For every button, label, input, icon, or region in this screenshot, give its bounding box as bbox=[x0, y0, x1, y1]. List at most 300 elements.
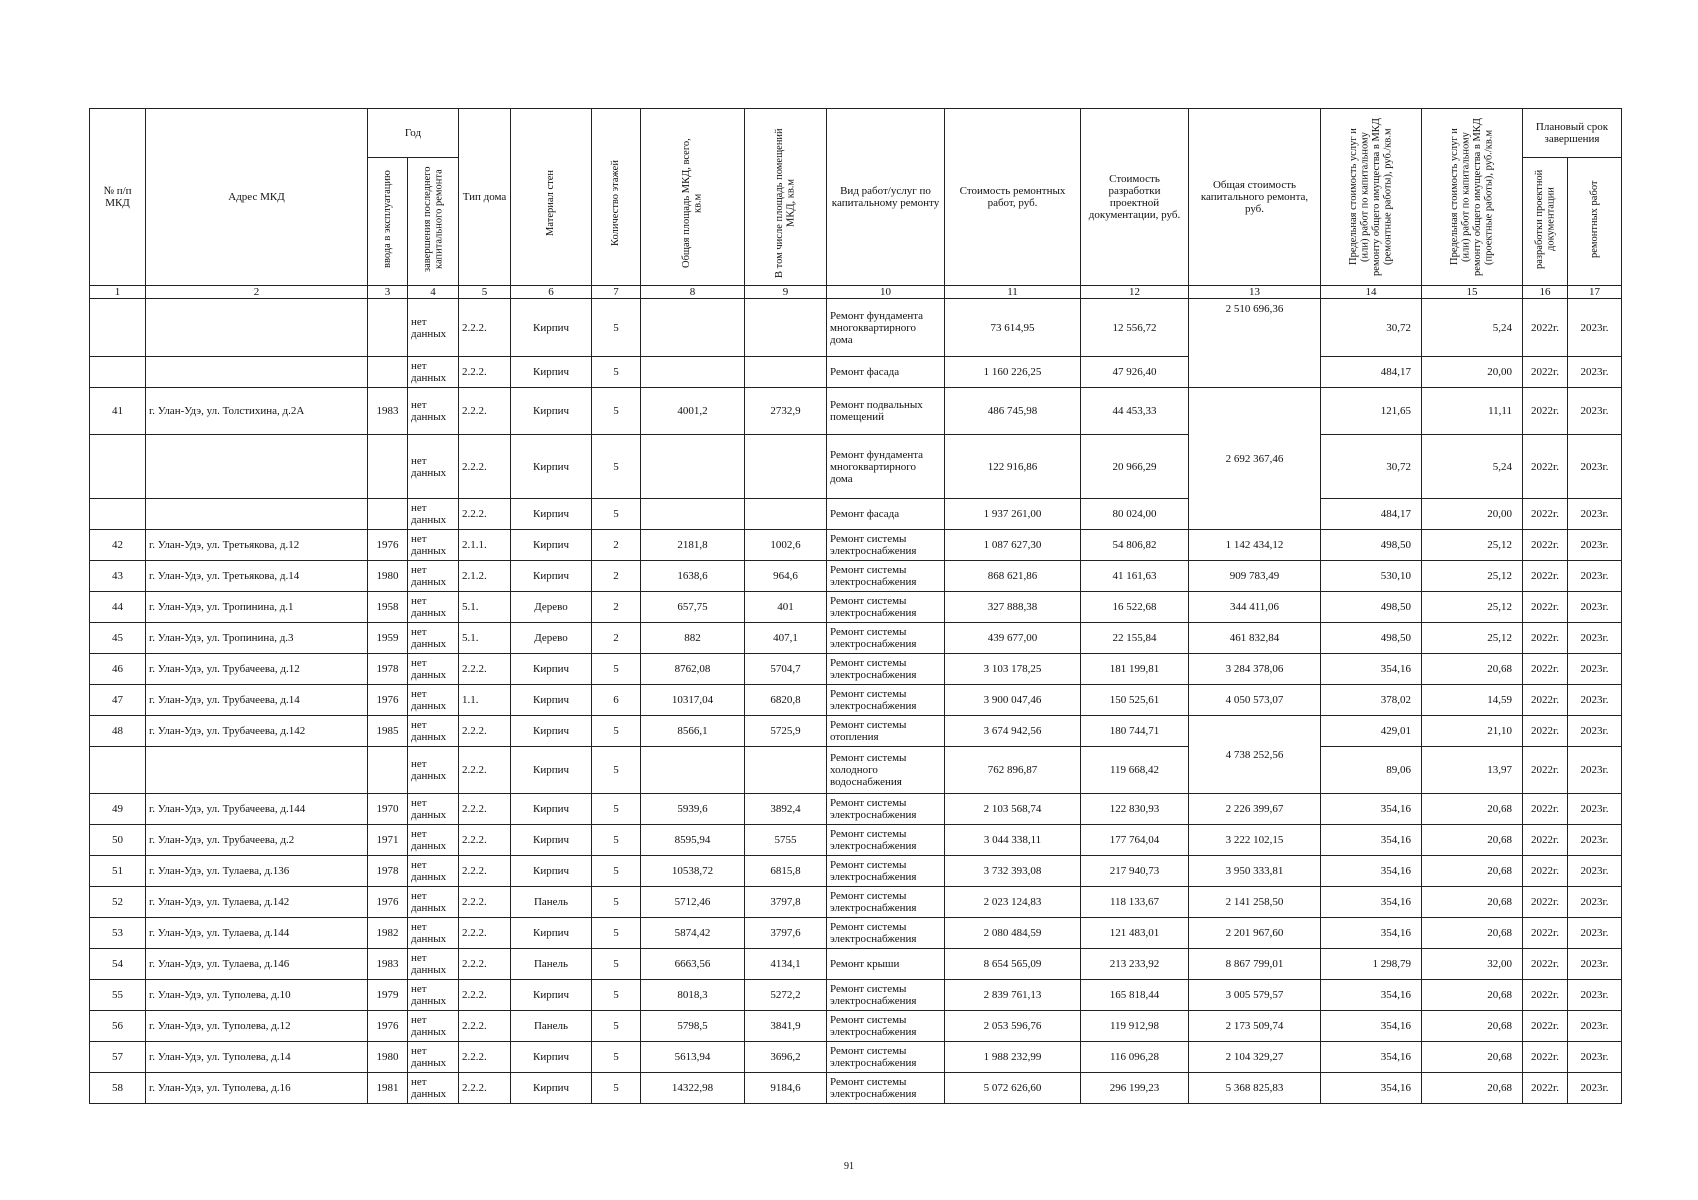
year-commissioned-cell: 1971 bbox=[368, 825, 408, 856]
limit-work-cell: 354,16 bbox=[1321, 1073, 1422, 1104]
row-number-cell: 54 bbox=[90, 949, 146, 980]
plan-design-year-cell: 2022г. bbox=[1523, 716, 1568, 747]
repair-cost-cell: 2 023 124,83 bbox=[945, 887, 1081, 918]
year-commissioned-cell: 1970 bbox=[368, 794, 408, 825]
repair-cost-cell: 8 654 565,09 bbox=[945, 949, 1081, 980]
total-area-cell: 10317,04 bbox=[641, 685, 745, 716]
house-type-cell: 2.2.2. bbox=[459, 825, 511, 856]
address-cell: г. Улан-Удэ, ул. Тулаева, д.144 bbox=[146, 918, 368, 949]
plan-work-year-cell: 2023г. bbox=[1568, 1011, 1622, 1042]
floors-cell: 5 bbox=[592, 1011, 641, 1042]
address-cell: г. Улан-Удэ, ул. Туполева, д.10 bbox=[146, 980, 368, 1011]
house-type-cell: 2.2.2. bbox=[459, 887, 511, 918]
design-cost-cell: 12 556,72 bbox=[1081, 299, 1189, 357]
limit-work-cell: 354,16 bbox=[1321, 794, 1422, 825]
total-area-cell bbox=[641, 747, 745, 794]
plan-design-year-cell: 2022г. bbox=[1523, 747, 1568, 794]
year-last-repair-cell: нет данных bbox=[408, 1073, 459, 1104]
year-commissioned-cell: 1979 bbox=[368, 980, 408, 1011]
total-area-cell bbox=[641, 357, 745, 388]
work-type-cell: Ремонт фасада bbox=[827, 499, 945, 530]
repair-cost-cell: 1 087 627,30 bbox=[945, 530, 1081, 561]
floors-cell: 5 bbox=[592, 1073, 641, 1104]
address-cell: г. Улан-Удэ, ул. Тулаева, д.146 bbox=[146, 949, 368, 980]
year-last-repair-cell: нет данных bbox=[408, 388, 459, 435]
year-commissioned-cell: 1980 bbox=[368, 1042, 408, 1073]
limit-work-cell: 484,17 bbox=[1321, 357, 1422, 388]
plan-design-year-cell: 2022г. bbox=[1523, 530, 1568, 561]
plan-work-year-cell: 2023г. bbox=[1568, 918, 1622, 949]
wall-material-cell: Кирпич bbox=[511, 499, 592, 530]
limit-work-cell: 498,50 bbox=[1321, 530, 1422, 561]
limit-design-cell: 20,68 bbox=[1422, 1011, 1523, 1042]
repair-cost-cell: 1 160 226,25 bbox=[945, 357, 1081, 388]
limit-work-cell: 30,72 bbox=[1321, 299, 1422, 357]
total-area-cell bbox=[641, 499, 745, 530]
header-address: Адрес МКД bbox=[146, 109, 368, 286]
floors-cell: 5 bbox=[592, 299, 641, 357]
work-type-cell: Ремонт системы электроснабжения bbox=[827, 918, 945, 949]
limit-work-cell: 354,16 bbox=[1321, 856, 1422, 887]
house-type-cell: 2.2.2. bbox=[459, 716, 511, 747]
floors-cell: 5 bbox=[592, 1042, 641, 1073]
table-row bbox=[90, 654, 1622, 685]
house-type-cell: 5.1. bbox=[459, 592, 511, 623]
limit-work-cell: 30,72 bbox=[1321, 435, 1422, 499]
floors-cell: 5 bbox=[592, 435, 641, 499]
limit-design-cell: 20,68 bbox=[1422, 1073, 1523, 1104]
plan-work-year-cell: 2023г. bbox=[1568, 1073, 1622, 1104]
row-number-cell: 58 bbox=[90, 1073, 146, 1104]
work-type-cell: Ремонт фасада bbox=[827, 357, 945, 388]
plan-work-year-cell: 2023г. bbox=[1568, 716, 1622, 747]
work-type-cell: Ремонт системы холодного водоснабжения bbox=[827, 747, 945, 794]
plan-work-year-cell: 2023г. bbox=[1568, 887, 1622, 918]
table-row bbox=[90, 435, 1622, 499]
header-rooms-area: В том числе площадь помещений МКД, кв.м bbox=[745, 109, 827, 286]
limit-design-cell: 20,68 bbox=[1422, 654, 1523, 685]
table-row bbox=[90, 1011, 1622, 1042]
repair-cost-cell: 3 044 338,11 bbox=[945, 825, 1081, 856]
floors-cell: 2 bbox=[592, 592, 641, 623]
year-last-repair-cell: нет данных bbox=[408, 980, 459, 1011]
rooms-area-cell bbox=[745, 299, 827, 357]
wall-material-cell: Кирпич bbox=[511, 794, 592, 825]
address-cell: г. Улан-Удэ, ул. Тропинина, д.1 bbox=[146, 592, 368, 623]
year-last-repair-cell: нет данных bbox=[408, 825, 459, 856]
rooms-area-cell bbox=[745, 747, 827, 794]
wall-material-cell: Кирпич bbox=[511, 856, 592, 887]
work-type-cell: Ремонт системы электроснабжения bbox=[827, 887, 945, 918]
work-type-cell: Ремонт системы электроснабжения bbox=[827, 530, 945, 561]
limit-work-cell: 354,16 bbox=[1321, 887, 1422, 918]
total-cost-cell: 2 226 399,67 bbox=[1189, 794, 1321, 825]
column-number-cell: 15 bbox=[1422, 286, 1523, 299]
floors-cell: 5 bbox=[592, 825, 641, 856]
address-cell bbox=[146, 435, 368, 499]
house-type-cell: 2.2.2. bbox=[459, 980, 511, 1011]
table-row bbox=[90, 299, 1622, 357]
limit-work-cell: 354,16 bbox=[1321, 654, 1422, 685]
column-number-cell: 9 bbox=[745, 286, 827, 299]
column-number-cell: 11 bbox=[945, 286, 1081, 299]
work-type-cell: Ремонт системы электроснабжения bbox=[827, 980, 945, 1011]
design-cost-cell: 20 966,29 bbox=[1081, 435, 1189, 499]
plan-work-year-cell: 2023г. bbox=[1568, 747, 1622, 794]
limit-work-cell: 354,16 bbox=[1321, 1011, 1422, 1042]
column-number-cell: 13 bbox=[1189, 286, 1321, 299]
wall-material-cell: Кирпич bbox=[511, 388, 592, 435]
plan-design-year-cell: 2022г. bbox=[1523, 1042, 1568, 1073]
year-commissioned-cell: 1958 bbox=[368, 592, 408, 623]
row-number-cell bbox=[90, 499, 146, 530]
address-cell: г. Улан-Удэ, ул. Туполева, д.14 bbox=[146, 1042, 368, 1073]
year-commissioned-cell: 1976 bbox=[368, 685, 408, 716]
limit-work-cell: 378,02 bbox=[1321, 685, 1422, 716]
total-cost-cell: 2 173 509,74 bbox=[1189, 1011, 1321, 1042]
plan-design-year-cell: 2022г. bbox=[1523, 654, 1568, 685]
limit-design-cell: 25,12 bbox=[1422, 623, 1523, 654]
floors-cell: 5 bbox=[592, 856, 641, 887]
row-number-cell: 57 bbox=[90, 1042, 146, 1073]
plan-work-year-cell: 2023г. bbox=[1568, 388, 1622, 435]
total-area-cell: 10538,72 bbox=[641, 856, 745, 887]
address-cell: г. Улан-Удэ, ул. Тропинина, д.3 bbox=[146, 623, 368, 654]
work-type-cell: Ремонт системы электроснабжения bbox=[827, 654, 945, 685]
total-cost-cell: 2 104 329,27 bbox=[1189, 1042, 1321, 1073]
year-last-repair-cell: нет данных bbox=[408, 949, 459, 980]
limit-design-cell: 11,11 bbox=[1422, 388, 1523, 435]
limit-design-cell: 20,68 bbox=[1422, 980, 1523, 1011]
limit-work-cell: 484,17 bbox=[1321, 499, 1422, 530]
plan-work-year-cell: 2023г. bbox=[1568, 825, 1622, 856]
plan-design-year-cell: 2022г. bbox=[1523, 825, 1568, 856]
year-commissioned-cell: 1985 bbox=[368, 716, 408, 747]
limit-work-cell: 354,16 bbox=[1321, 1042, 1422, 1073]
limit-design-cell: 20,68 bbox=[1422, 1042, 1523, 1073]
address-cell: г. Улан-Удэ, ул. Толстихина, д.2А bbox=[146, 388, 368, 435]
house-type-cell: 2.2.2. bbox=[459, 499, 511, 530]
work-type-cell: Ремонт системы электроснабжения bbox=[827, 1011, 945, 1042]
table-row bbox=[90, 499, 1622, 530]
table-row bbox=[90, 918, 1622, 949]
rooms-area-cell: 9184,6 bbox=[745, 1073, 827, 1104]
capital-repair-table bbox=[89, 108, 1622, 1104]
row-number-cell: 49 bbox=[90, 794, 146, 825]
rooms-area-cell: 1002,6 bbox=[745, 530, 827, 561]
header-work-type: Вид работ/услуг по капитальному ремонту bbox=[827, 109, 945, 286]
limit-work-cell: 1 298,79 bbox=[1321, 949, 1422, 980]
address-cell: г. Улан-Удэ, ул. Трубачеева, д.12 bbox=[146, 654, 368, 685]
wall-material-cell: Панель bbox=[511, 949, 592, 980]
rooms-area-cell bbox=[745, 499, 827, 530]
plan-design-year-cell: 2022г. bbox=[1523, 357, 1568, 388]
plan-work-year-cell: 2023г. bbox=[1568, 1042, 1622, 1073]
plan-work-year-cell: 2023г. bbox=[1568, 299, 1622, 357]
total-area-cell: 5939,6 bbox=[641, 794, 745, 825]
limit-work-cell: 354,16 bbox=[1321, 918, 1422, 949]
header-floors: Количество этажей bbox=[592, 109, 641, 286]
total-area-cell: 6663,56 bbox=[641, 949, 745, 980]
work-type-cell: Ремонт системы электроснабжения bbox=[827, 685, 945, 716]
design-cost-cell: 116 096,28 bbox=[1081, 1042, 1189, 1073]
repair-cost-cell: 5 072 626,60 bbox=[945, 1073, 1081, 1104]
limit-design-cell: 32,00 bbox=[1422, 949, 1523, 980]
year-last-repair-cell: нет данных bbox=[408, 592, 459, 623]
limit-design-cell: 25,12 bbox=[1422, 592, 1523, 623]
limit-work-cell: 498,50 bbox=[1321, 623, 1422, 654]
year-commissioned-cell: 1983 bbox=[368, 388, 408, 435]
repair-cost-cell: 2 080 484,59 bbox=[945, 918, 1081, 949]
year-last-repair-cell: нет данных bbox=[408, 685, 459, 716]
plan-design-year-cell: 2022г. bbox=[1523, 388, 1568, 435]
repair-cost-cell: 2 839 761,13 bbox=[945, 980, 1081, 1011]
year-last-repair-cell: нет данных bbox=[408, 747, 459, 794]
rooms-area-cell bbox=[745, 435, 827, 499]
table-row bbox=[90, 685, 1622, 716]
rooms-area-cell: 5704,7 bbox=[745, 654, 827, 685]
total-cost-cell: 8 867 799,01 bbox=[1189, 949, 1321, 980]
address-cell: г. Улан-Удэ, ул. Туполева, д.12 bbox=[146, 1011, 368, 1042]
rooms-area-cell: 4134,1 bbox=[745, 949, 827, 980]
row-number-cell: 53 bbox=[90, 918, 146, 949]
total-cost-cell: 461 832,84 bbox=[1189, 623, 1321, 654]
total-area-cell: 5613,94 bbox=[641, 1042, 745, 1073]
design-cost-cell: 180 744,71 bbox=[1081, 716, 1189, 747]
floors-cell: 5 bbox=[592, 654, 641, 685]
page-number: 91 bbox=[844, 1161, 854, 1172]
column-number-cell: 16 bbox=[1523, 286, 1568, 299]
floors-cell: 2 bbox=[592, 561, 641, 592]
floors-cell: 5 bbox=[592, 499, 641, 530]
address-cell: г. Улан-Удэ, ул. Туполева, д.16 bbox=[146, 1073, 368, 1104]
wall-material-cell: Дерево bbox=[511, 623, 592, 654]
repair-cost-cell: 327 888,38 bbox=[945, 592, 1081, 623]
address-cell: г. Улан-Удэ, ул. Третьякова, д.12 bbox=[146, 530, 368, 561]
table-row bbox=[90, 825, 1622, 856]
year-last-repair-cell: нет данных bbox=[408, 1042, 459, 1073]
header-year-last-repair: завершения последнего капитального ремонта bbox=[408, 158, 459, 286]
row-number-cell: 55 bbox=[90, 980, 146, 1011]
total-cost-cell: 2 510 696,36 bbox=[1189, 299, 1321, 388]
year-commissioned-cell: 1980 bbox=[368, 561, 408, 592]
floors-cell: 2 bbox=[592, 530, 641, 561]
column-number-cell: 4 bbox=[408, 286, 459, 299]
design-cost-cell: 122 830,93 bbox=[1081, 794, 1189, 825]
house-type-cell: 2.2.2. bbox=[459, 357, 511, 388]
house-type-cell: 2.2.2. bbox=[459, 299, 511, 357]
header-plan-design: разработки проектной документации bbox=[1523, 158, 1568, 286]
year-commissioned-cell: 1978 bbox=[368, 856, 408, 887]
total-area-cell: 8762,08 bbox=[641, 654, 745, 685]
total-cost-cell: 344 411,06 bbox=[1189, 592, 1321, 623]
limit-work-cell: 354,16 bbox=[1321, 825, 1422, 856]
year-last-repair-cell: нет данных bbox=[408, 794, 459, 825]
house-type-cell: 2.2.2. bbox=[459, 856, 511, 887]
plan-work-year-cell: 2023г. bbox=[1568, 949, 1622, 980]
column-number-cell: 3 bbox=[368, 286, 408, 299]
rooms-area-cell: 5755 bbox=[745, 825, 827, 856]
repair-cost-cell: 1 988 232,99 bbox=[945, 1042, 1081, 1073]
design-cost-cell: 296 199,23 bbox=[1081, 1073, 1189, 1104]
design-cost-cell: 119 668,42 bbox=[1081, 747, 1189, 794]
design-cost-cell: 41 161,63 bbox=[1081, 561, 1189, 592]
repair-cost-cell: 3 103 178,25 bbox=[945, 654, 1081, 685]
plan-design-year-cell: 2022г. bbox=[1523, 856, 1568, 887]
plan-design-year-cell: 2022г. bbox=[1523, 685, 1568, 716]
header-total-cost: Общая стоимость капитального ремонта, руб. bbox=[1189, 109, 1321, 286]
header-year-group: Год bbox=[368, 109, 459, 158]
design-cost-cell: 177 764,04 bbox=[1081, 825, 1189, 856]
total-cost-cell: 5 368 825,83 bbox=[1189, 1073, 1321, 1104]
limit-work-cell: 498,50 bbox=[1321, 592, 1422, 623]
work-type-cell: Ремонт системы электроснабжения bbox=[827, 592, 945, 623]
plan-work-year-cell: 2023г. bbox=[1568, 685, 1622, 716]
address-cell bbox=[146, 357, 368, 388]
rooms-area-cell: 6820,8 bbox=[745, 685, 827, 716]
work-type-cell: Ремонт системы электроснабжения bbox=[827, 561, 945, 592]
plan-design-year-cell: 2022г. bbox=[1523, 980, 1568, 1011]
floors-cell: 5 bbox=[592, 747, 641, 794]
rooms-area-cell: 2732,9 bbox=[745, 388, 827, 435]
limit-design-cell: 25,12 bbox=[1422, 561, 1523, 592]
plan-design-year-cell: 2022г. bbox=[1523, 794, 1568, 825]
plan-work-year-cell: 2023г. bbox=[1568, 530, 1622, 561]
row-number-cell: 56 bbox=[90, 1011, 146, 1042]
plan-design-year-cell: 2022г. bbox=[1523, 887, 1568, 918]
plan-work-year-cell: 2023г. bbox=[1568, 592, 1622, 623]
year-last-repair-cell: нет данных bbox=[408, 918, 459, 949]
rooms-area-cell: 3841,9 bbox=[745, 1011, 827, 1042]
year-commissioned-cell: 1978 bbox=[368, 654, 408, 685]
work-type-cell: Ремонт системы электроснабжения bbox=[827, 856, 945, 887]
table-row bbox=[90, 388, 1622, 435]
limit-design-cell: 14,59 bbox=[1422, 685, 1523, 716]
year-commissioned-cell: 1976 bbox=[368, 1011, 408, 1042]
limit-design-cell: 25,12 bbox=[1422, 530, 1523, 561]
rooms-area-cell: 6815,8 bbox=[745, 856, 827, 887]
column-number-cell: 2 bbox=[146, 286, 368, 299]
table-row bbox=[90, 747, 1622, 794]
wall-material-cell: Кирпич bbox=[511, 747, 592, 794]
design-cost-cell: 118 133,67 bbox=[1081, 887, 1189, 918]
plan-design-year-cell: 2022г. bbox=[1523, 918, 1568, 949]
year-last-repair-cell: нет данных bbox=[408, 654, 459, 685]
year-commissioned-cell: 1959 bbox=[368, 623, 408, 654]
wall-material-cell: Кирпич bbox=[511, 980, 592, 1011]
wall-material-cell: Кирпич bbox=[511, 825, 592, 856]
year-last-repair-cell: нет данных bbox=[408, 856, 459, 887]
floors-cell: 5 bbox=[592, 388, 641, 435]
header-year-commissioned: ввода в эксплуатацию bbox=[368, 158, 408, 286]
plan-work-year-cell: 2023г. bbox=[1568, 499, 1622, 530]
wall-material-cell: Кирпич bbox=[511, 716, 592, 747]
total-area-cell: 4001,2 bbox=[641, 388, 745, 435]
total-area-cell: 5798,5 bbox=[641, 1011, 745, 1042]
plan-work-year-cell: 2023г. bbox=[1568, 654, 1622, 685]
rooms-area-cell: 5272,2 bbox=[745, 980, 827, 1011]
wall-material-cell: Кирпич bbox=[511, 299, 592, 357]
house-type-cell: 5.1. bbox=[459, 623, 511, 654]
total-cost-cell: 2 201 967,60 bbox=[1189, 918, 1321, 949]
row-number-cell: 45 bbox=[90, 623, 146, 654]
total-area-cell bbox=[641, 299, 745, 357]
total-cost-cell: 4 050 573,07 bbox=[1189, 685, 1321, 716]
wall-material-cell: Кирпич bbox=[511, 435, 592, 499]
header-wall-material: Материал стен bbox=[511, 109, 592, 286]
address-cell: г. Улан-Удэ, ул. Тулаева, д.136 bbox=[146, 856, 368, 887]
work-type-cell: Ремонт системы электроснабжения bbox=[827, 623, 945, 654]
house-type-cell: 2.2.2. bbox=[459, 1073, 511, 1104]
year-commissioned-cell bbox=[368, 499, 408, 530]
column-number-cell: 10 bbox=[827, 286, 945, 299]
rooms-area-cell bbox=[745, 357, 827, 388]
repair-cost-cell: 868 621,86 bbox=[945, 561, 1081, 592]
limit-design-cell: 20,68 bbox=[1422, 918, 1523, 949]
design-cost-cell: 54 806,82 bbox=[1081, 530, 1189, 561]
column-number-cell: 5 bbox=[459, 286, 511, 299]
limit-work-cell: 530,10 bbox=[1321, 561, 1422, 592]
wall-material-cell: Кирпич bbox=[511, 1042, 592, 1073]
year-commissioned-cell: 1983 bbox=[368, 949, 408, 980]
repair-cost-cell: 2 103 568,74 bbox=[945, 794, 1081, 825]
total-area-cell: 14322,98 bbox=[641, 1073, 745, 1104]
address-cell: г. Улан-Удэ, ул. Трубачеева, д.142 bbox=[146, 716, 368, 747]
house-type-cell: 2.2.2. bbox=[459, 1042, 511, 1073]
row-number-cell bbox=[90, 435, 146, 499]
repair-cost-cell: 3 900 047,46 bbox=[945, 685, 1081, 716]
limit-design-cell: 20,68 bbox=[1422, 856, 1523, 887]
work-type-cell: Ремонт подвальных помещений bbox=[827, 388, 945, 435]
repair-cost-cell: 439 677,00 bbox=[945, 623, 1081, 654]
wall-material-cell: Кирпич bbox=[511, 918, 592, 949]
plan-design-year-cell: 2022г. bbox=[1523, 435, 1568, 499]
plan-design-year-cell: 2022г. bbox=[1523, 1073, 1568, 1104]
house-type-cell: 2.2.2. bbox=[459, 918, 511, 949]
row-number-cell bbox=[90, 299, 146, 357]
design-cost-cell: 165 818,44 bbox=[1081, 980, 1189, 1011]
total-cost-cell: 4 738 252,56 bbox=[1189, 716, 1321, 794]
limit-work-cell: 121,65 bbox=[1321, 388, 1422, 435]
address-cell bbox=[146, 299, 368, 357]
table-header bbox=[90, 109, 1622, 299]
limit-work-cell: 89,06 bbox=[1321, 747, 1422, 794]
work-type-cell: Ремонт системы электроснабжения bbox=[827, 825, 945, 856]
column-number-cell: 1 bbox=[90, 286, 146, 299]
floors-cell: 5 bbox=[592, 887, 641, 918]
header-design-cost: Стоимость разработки проектной документации, руб. bbox=[1081, 109, 1189, 286]
total-cost-cell: 909 783,49 bbox=[1189, 561, 1321, 592]
work-type-cell: Ремонт крыши bbox=[827, 949, 945, 980]
floors-cell: 5 bbox=[592, 794, 641, 825]
year-commissioned-cell: 1976 bbox=[368, 530, 408, 561]
year-last-repair-cell: нет данных bbox=[408, 299, 459, 357]
year-last-repair-cell: нет данных bbox=[408, 887, 459, 918]
plan-work-year-cell: 2023г. bbox=[1568, 357, 1622, 388]
total-area-cell: 5874,42 bbox=[641, 918, 745, 949]
total-area-cell: 2181,8 bbox=[641, 530, 745, 561]
wall-material-cell: Кирпич bbox=[511, 685, 592, 716]
row-number-cell: 51 bbox=[90, 856, 146, 887]
design-cost-cell: 150 525,61 bbox=[1081, 685, 1189, 716]
total-cost-cell: 3 222 102,15 bbox=[1189, 825, 1321, 856]
limit-design-cell: 20,00 bbox=[1422, 499, 1523, 530]
header-limit-work: Предельная стоимость услуг и (или) работ по капитальному ремонту общего имущества в МКД (ремонтные работы), руб./кв.м bbox=[1321, 109, 1422, 286]
repair-cost-cell: 3 732 393,08 bbox=[945, 856, 1081, 887]
address-cell: г. Улан-Удэ, ул. Третьякова, д.14 bbox=[146, 561, 368, 592]
table-row bbox=[90, 623, 1622, 654]
rooms-area-cell: 401 bbox=[745, 592, 827, 623]
